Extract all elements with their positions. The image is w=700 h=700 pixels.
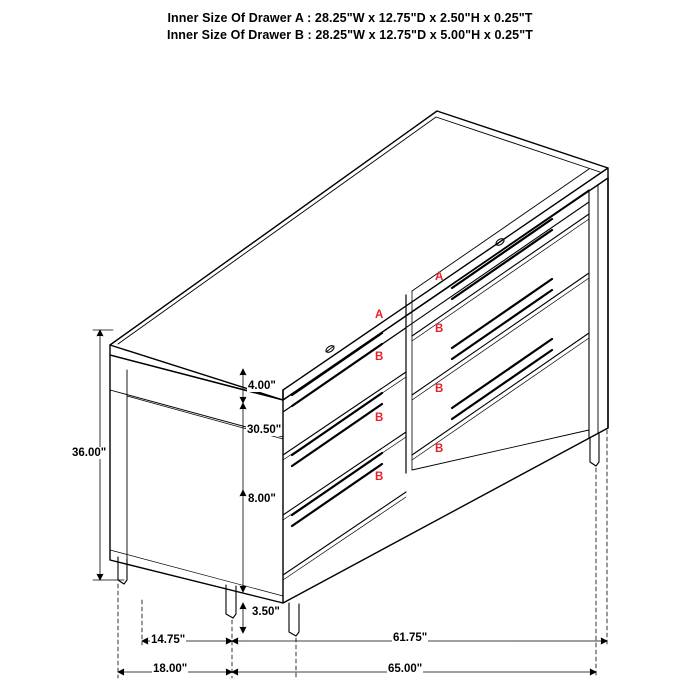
side-face-lower-rail — [110, 550, 283, 596]
left-drawer-divider-3 — [283, 492, 406, 575]
dim-label-6500: 65.00" — [388, 663, 423, 675]
handle-r3b — [452, 350, 552, 419]
drawer-label-b-right-mid: B — [435, 383, 444, 395]
leg-front-right — [590, 434, 599, 466]
arrow-6500-left — [232, 669, 238, 675]
drawer-a-inner-size: Inner Size Of Drawer A : 28.25"W x 12.75"D x 2.50"H x 0.25"T — [167, 11, 533, 25]
dresser-top-surface — [110, 111, 608, 400]
dim-label-8: 8.00" — [248, 493, 276, 505]
knob-right-detail — [496, 239, 504, 245]
arrow-350-bottom — [240, 627, 246, 633]
arrow-800-bottom — [240, 586, 246, 592]
arrow-1475-left — [142, 638, 148, 644]
arrow-6175-left — [232, 638, 238, 644]
arrow-400-bottom — [240, 397, 246, 403]
arrow-3050-top — [240, 403, 246, 409]
handle-l3a — [292, 453, 382, 515]
left-drawer-divider-2 — [283, 432, 406, 515]
drawer-b-inner-size: Inner Size Of Drawer B : 28.25"W x 12.75"D x 5.00"H x 0.25"T — [167, 28, 533, 42]
knob-left-detail — [326, 346, 334, 352]
dresser-top-front-edge — [283, 168, 608, 400]
right-drawer-divider-2b — [412, 278, 589, 400]
drawer-label-b-left-top: B — [375, 351, 384, 363]
arrow-400-top — [240, 369, 246, 375]
dim-label-350: 3.50" — [252, 606, 280, 618]
arrow-6500-right — [590, 669, 596, 675]
top-edge-lower — [110, 355, 283, 400]
drawer-label-b-left-mid: B — [375, 412, 384, 424]
top-surface-inner-line — [118, 117, 600, 344]
drawer-label-b-right-top: B — [435, 323, 444, 335]
drawer-label-a-left: A — [375, 309, 384, 321]
arrow-36-top — [97, 330, 103, 336]
drawer-label-b-left-bottom: B — [375, 471, 384, 483]
front-face-outline — [283, 178, 608, 603]
left-drawer-divider-1 — [283, 372, 406, 455]
arrow-1800-left — [118, 669, 124, 675]
dim-label-6175: 61.75" — [393, 632, 428, 644]
arrow-6175-right — [601, 638, 607, 644]
arrow-1800-right — [226, 669, 232, 675]
dim-label-3050: 30.50" — [247, 424, 282, 436]
dim-label-1475: 14.75" — [151, 634, 186, 646]
arrow-350-top — [240, 603, 246, 609]
right-drawer-divider-3b — [412, 338, 589, 460]
arrow-36-bottom — [97, 574, 103, 580]
arrow-1475-right — [226, 638, 232, 644]
dim-label-36: 36.00" — [72, 447, 107, 459]
handle-l1a — [292, 333, 382, 395]
dim-label-1800: 18.00" — [153, 663, 188, 675]
dim-label-4: 4.00" — [248, 380, 276, 392]
drawer-label-a-right: A — [435, 271, 444, 283]
drawer-label-b-right-bottom: B — [435, 443, 444, 455]
arrow-800-top — [240, 490, 246, 496]
handle-l2a — [292, 393, 382, 455]
leg-front-center — [289, 603, 299, 636]
